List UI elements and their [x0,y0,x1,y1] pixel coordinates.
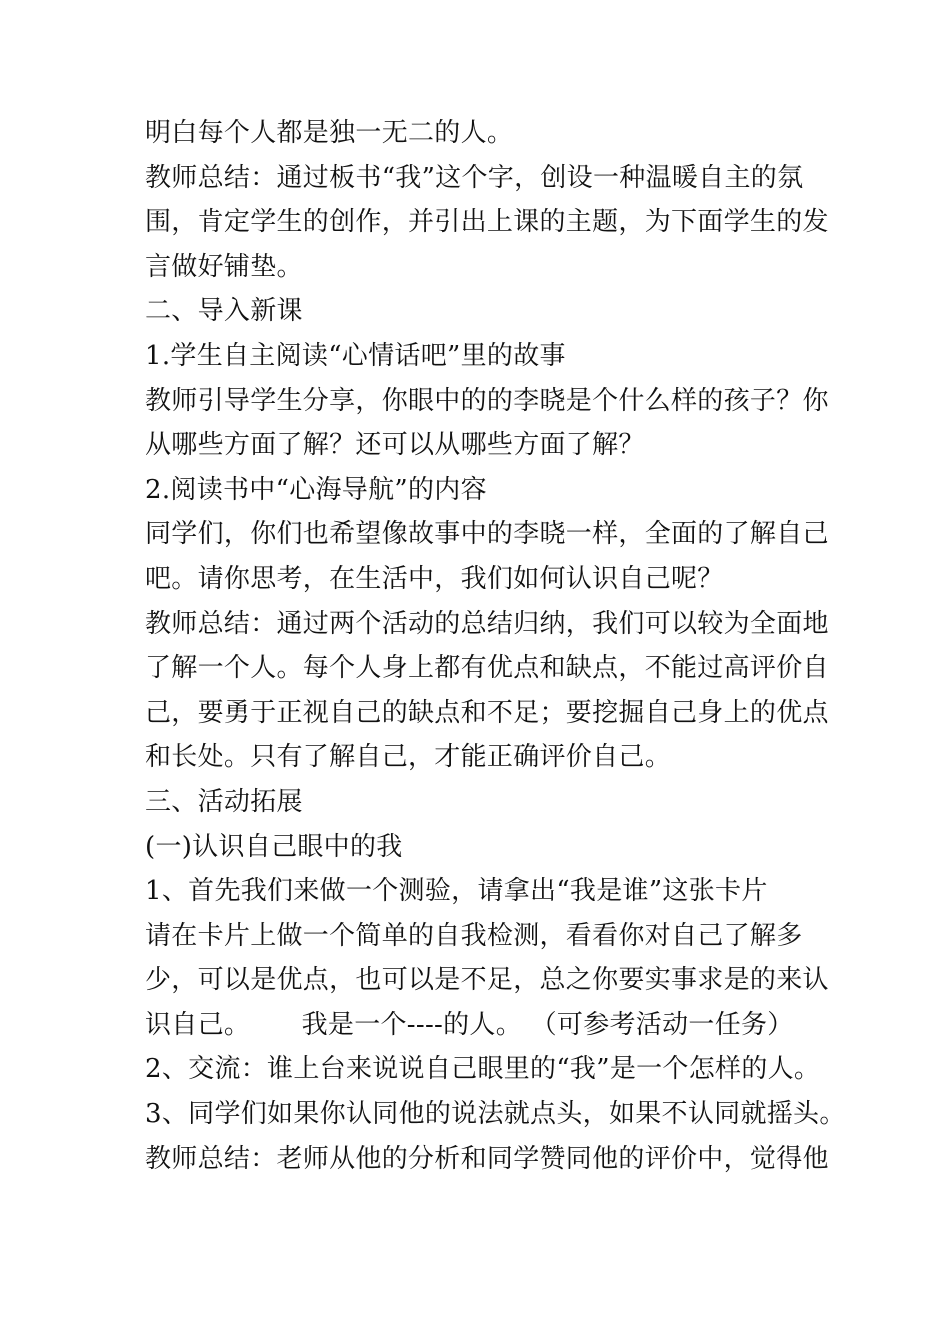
text-line: 和长处。只有了解自己，才能正确评价自己。 [145,742,672,773]
section-heading: 二、导入新课 [145,296,303,327]
text-line: 少，可以是优点，也可以是不足，总之你要实事求是的来认 [145,965,829,996]
text-line: 同学们，你们也希望像故事中的李晓一样，全面的了解自己 [145,519,829,550]
text-line: 2.阅读书中“心海导航”的内容 [145,474,487,505]
text-line: 从哪些方面了解？还可以从哪些方面了解？ [145,430,645,461]
text-line: 言做好铺垫。 [145,251,303,282]
text-line: 明白每个人都是独一无二的人。 [145,118,514,148]
text-line: 了解一个人。每个人身上都有优点和缺点，不能过高评价自 [145,653,829,684]
text-line: 吧。请你思考，在生活中，我们如何认识自己呢？ [145,563,724,594]
text-line: 教师引导学生分享，你眼中的的李晓是个什么样的孩子？你 [145,385,829,416]
text-line: 1.学生自主阅读“心情话吧”里的故事 [145,340,566,371]
text-line: 己，要勇于正视自己的缺点和不足；要挖掘自己身上的优点 [145,697,829,728]
text-line: 教师总结：通过两个活动的总结归纳，我们可以较为全面地 [145,608,829,639]
text-line: (一)认识自己眼中的我 [145,831,403,862]
text-line: 2、交流：谁上台来说说自己眼里的“我”是一个怎样的人。 [145,1054,821,1085]
text-line: 3、同学们如果你认同他的说法就点头，如果不认同就摇头。 [145,1099,846,1130]
text-line: 识自己。 我是一个----的人。 （可参考活动一任务） [145,1009,794,1040]
section-heading: 三、活动拓展 [145,786,303,817]
text-line: 1、首先我们来做一个测验，请拿出“我是谁”这张卡片 [145,876,768,907]
text-line: 教师总结：老师从他的分析和同学赞同他的评价中，觉得他 [145,1143,829,1174]
text-line: 请在卡片上做一个简单的自我检测，看看你对自己了解多 [145,920,803,951]
text-line: 教师总结：通过板书“我”这个字，创设一种温暖自主的氛 [145,162,804,193]
document-body [145,111,845,1181]
text-line: 围，肯定学生的创作，并引出上课的主题，为下面学生的发 [145,207,829,238]
